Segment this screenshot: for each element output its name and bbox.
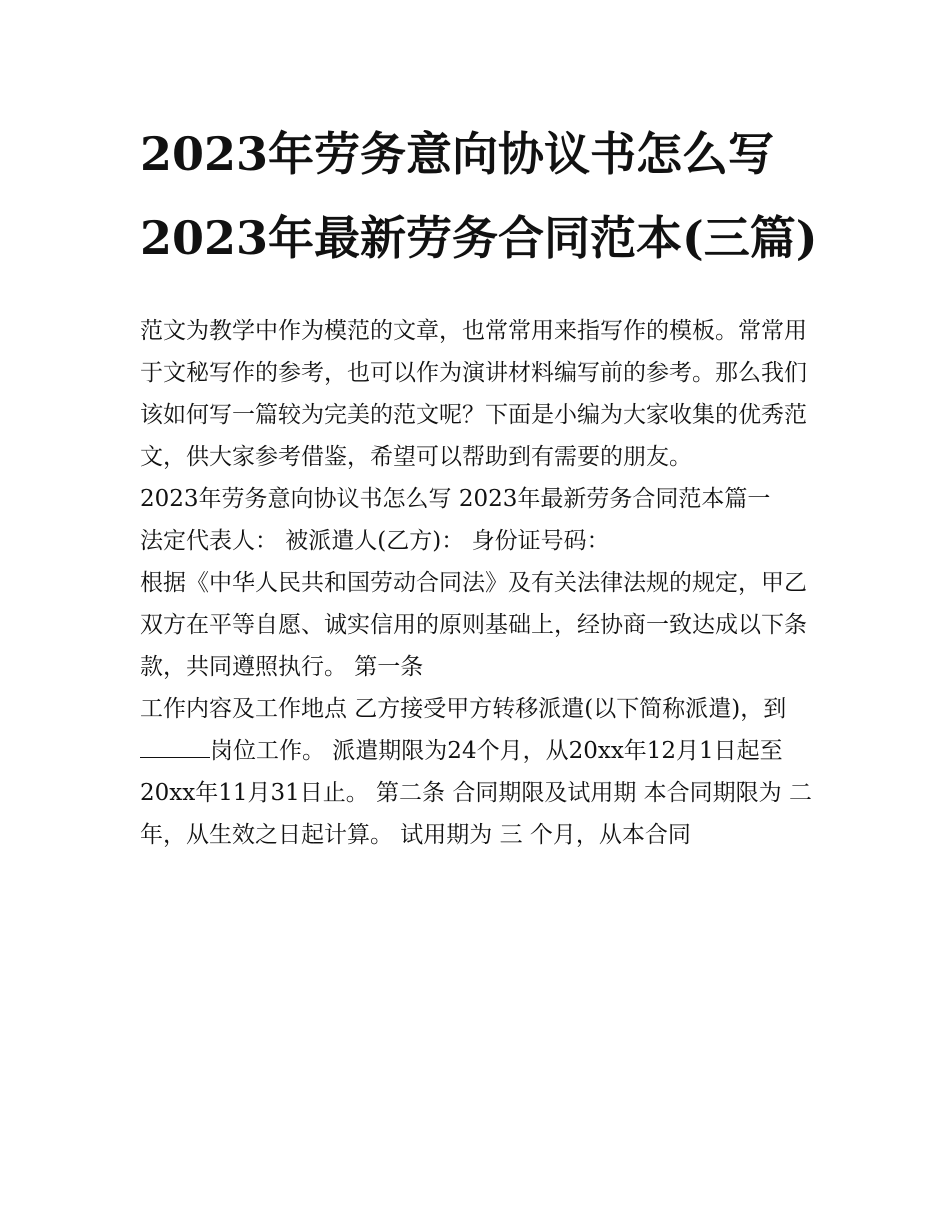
section-heading: 2023年劳务意向协议书怎么写 2023年最新劳务合同范本篇一 xyxy=(140,486,771,512)
document-body xyxy=(140,310,820,856)
intro-paragraph: 范文为教学中作为模范的文章，也常常用来指写作的模板。常常用于文秘写作的参考，也可以作为演讲材料编写前的参考。那么我们该如何写一篇较为完美的范文呢？下面是小编为大家收集的优秀范文，供大家参考借鉴，希望可以帮助到有需要的朋友。 xyxy=(140,318,807,470)
work-content-text-2: 岗位工作。 派遣期限为24个月，从20xx年12月1日起至 xyxy=(210,738,783,764)
position-blank-line xyxy=(140,735,210,758)
document-page xyxy=(140,112,820,856)
document-title: 2023年劳务意向协议书怎么写 2023年最新劳务合同范本(三篇) xyxy=(140,127,818,265)
work-content-text-1: 工作内容及工作地点 乙方接受甲方转移派遣(以下简称派遣)，到 xyxy=(140,696,787,722)
parties-line: 法定代表人： 被派遣人(乙方)： 身份证号码： xyxy=(140,528,610,554)
work-content-paragraph xyxy=(140,688,820,772)
basis-paragraph: 根据《中华人民共和国劳动合同法》及有关法律法规的规定，甲乙双方在平等自愿、诚实信用的原则基础上，经协商一致达成以下条款，共同遵照执行。 第一条 xyxy=(140,570,807,680)
contract-term-paragraph: 20xx年11月31日止。 第二条 合同期限及试用期 本合同期限为 二 年，从生效之日起计算。 试用期为 三 个月，从本合同 xyxy=(140,780,812,848)
